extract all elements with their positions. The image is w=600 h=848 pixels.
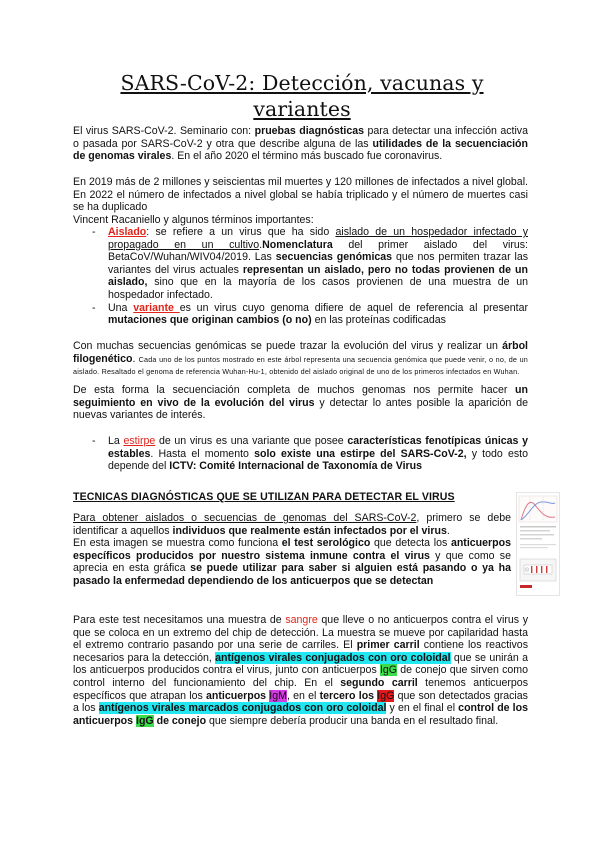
text-bold: control de los anticuerpos bbox=[73, 702, 528, 727]
terms-list bbox=[92, 226, 528, 327]
page-title: SARS-CoV-2: Detección, vacunas y variantes bbox=[120, 71, 484, 121]
text-underline: aislado de un hospedador infectado y propagado en un cultivo bbox=[108, 226, 528, 251]
highlight-cyan: antígenos virales conjugados con oro coloidal bbox=[215, 651, 451, 664]
text-underline: Para obtener aislados o secuencias de genomas del SARS-CoV-2 bbox=[73, 512, 417, 524]
text: En esta imagen se muestra como funciona bbox=[73, 537, 282, 549]
intro-paragraph-3: Vincent Racaniello y algunos términos importantes: bbox=[73, 214, 314, 226]
text: De esta forma la secuenciación completa de muchos genomas nos permite hacer bbox=[73, 384, 516, 396]
text-sangre: sangre bbox=[285, 614, 318, 626]
text-bold: ICTV: Comité Internacional de Taxonomía de Virus bbox=[169, 460, 423, 473]
text-bold: árbol filogenético bbox=[73, 340, 528, 365]
text-bold: anticuerpos bbox=[206, 689, 270, 702]
text-bold: individuos que realmente están infectados por el virus bbox=[172, 524, 447, 537]
figure-caption: Cada uno de los puntos mostrado en este árbol representa una secuencia genómica que puede venir, o no, de un aislado. Resaltado el genoma de referencia Wuhan-Hu-1, obtenido del aislado original de uno de los primeros infectados en Wuhan. bbox=[73, 354, 528, 377]
text: . bbox=[259, 238, 263, 251]
text: y detectar lo antes posible la aparición de nuevas variantes de interés. bbox=[73, 396, 528, 422]
text-bold: un seguimiento en vivo de la evolución del virus bbox=[73, 384, 528, 409]
text-bold: representan un aislado, pero no todas provienen de un aislado, bbox=[108, 263, 528, 289]
text: : se refiere a un virus que ha sido bbox=[146, 226, 336, 238]
term-estirpe: estirpe bbox=[123, 435, 156, 447]
text-bold: secuencias genómicas bbox=[275, 251, 393, 264]
text: tenemos anticuerpos específicos que atrapan los bbox=[73, 676, 528, 702]
text-bold: el test serológico bbox=[281, 537, 371, 549]
highlight-green: IgG bbox=[136, 714, 154, 727]
text: . bbox=[446, 524, 450, 537]
text: El virus SARS-CoV-2. Seminario con: bbox=[73, 125, 255, 137]
text-bold: anticuerpos específicos producidos por nuestro sistema inmune contra el virus bbox=[73, 537, 511, 562]
tecnicas-paragraph-2 bbox=[73, 537, 511, 587]
intro-paragraph-2: En 2019 más de 2 millones y seiscientas mil muertes y 120 millones de infectados a nivel global. En 2022 el número de infectados a nivel global se había triplicado y el número de muertes casi se ha duplicado bbox=[73, 176, 528, 214]
text: . En el año 2020 el término más buscado fue coronavirus. bbox=[171, 150, 443, 163]
text: es un virus cuyo genoma difiere de aquel de referencia al presentar bbox=[179, 301, 528, 314]
list-item-aislado bbox=[92, 226, 528, 302]
term-variante: variante bbox=[133, 301, 180, 314]
serological-test-figure bbox=[516, 492, 560, 596]
text: que detecta los bbox=[370, 537, 451, 549]
text: La bbox=[108, 435, 124, 447]
text: del primer aislado del virus: BetaCoV/Wuhan/WIV04/2019. Las bbox=[108, 238, 529, 264]
highlight-green: IgG bbox=[379, 664, 398, 677]
section-title: TECNICAS DIAGNÓSTICAS QUE SE UTILIZAN PARA DETECTAR EL VIRUS bbox=[73, 491, 455, 503]
text-bold: tercero los bbox=[319, 689, 378, 702]
list-item-variante bbox=[92, 302, 528, 327]
text: . Hasta el momento bbox=[150, 447, 255, 460]
text-bold: mutaciones que originan cambios (o no) bbox=[108, 314, 312, 327]
highlight-cyan: antígenos virales marcados conjugados con oro coloidal bbox=[98, 702, 387, 715]
text-bold: pruebas diagnósticas bbox=[254, 125, 365, 137]
highlight-red: IgG bbox=[377, 689, 395, 702]
text: de conejo que sirven como control interno del funcionamiento del chip. En el bbox=[73, 664, 528, 689]
text: y en el final el bbox=[386, 702, 459, 715]
text: y todo esto depende del bbox=[108, 447, 528, 473]
list-item-estirpe bbox=[92, 435, 528, 473]
text: , primero se debe identificar a aquellos bbox=[73, 512, 511, 537]
intro-paragraph-1 bbox=[73, 125, 528, 163]
text: que lleve o no anticuerpos contra el virus y que se coloca en un extremo del chip de detección. La muestra se mueve por capilaridad hasta el extremo contrario pasando por una serie de carriles. El bbox=[73, 614, 529, 652]
estirpe-list bbox=[92, 435, 528, 473]
text: que son detectados gracias a los bbox=[73, 689, 528, 715]
text-bold: primer carril bbox=[356, 639, 420, 652]
text-bold: características fenotípicas únicas y estables bbox=[108, 435, 529, 460]
text: Una bbox=[108, 301, 134, 314]
text: que se unirán a los anticuerpos producidos contra el virus, junto con anticuerpos bbox=[73, 651, 528, 677]
text: que nos permiten trazar las variantes del virus actuales bbox=[108, 251, 529, 276]
text-bold: de conejo bbox=[153, 714, 207, 727]
text: para detectar una infección activa o pasada por SARS-CoV-2 y otra que describe alguna de las bbox=[73, 125, 528, 150]
text: Con muchas secuencias genómicas se puede trazar la evolución del virus y realizar un bbox=[73, 340, 503, 352]
text-bold: utilidades de la secuenciación de genomas virales bbox=[73, 137, 528, 163]
serological-test-graphic bbox=[517, 493, 559, 595]
text: Para este test necesitamos una muestra de bbox=[73, 614, 286, 626]
text-bold: se puede utilizar para saber si alguien está pasando o ya ha pasado la enfermedad dependiendo de los anticuerpos que se detectan bbox=[73, 562, 511, 587]
text-bold: segundo carril bbox=[340, 676, 418, 689]
text: contiene los reactivos necesarios para la detección, bbox=[73, 639, 528, 664]
tree-paragraph-1 bbox=[73, 340, 528, 378]
text-bold: solo existe una estirpe del SARS-CoV-2, bbox=[254, 447, 467, 460]
text: que siempre debería producir una banda en el resultado final. bbox=[206, 714, 499, 727]
text: , en el bbox=[286, 689, 320, 702]
text: sino que en la mayoría de los casos provienen de una muestra de un hospedador infectado. bbox=[108, 276, 528, 301]
text: de un virus es una variante que posee bbox=[155, 435, 348, 447]
text: y que como se aprecia en esta gráfica bbox=[73, 549, 511, 575]
test-paragraph bbox=[73, 614, 528, 727]
tree-paragraph-2 bbox=[73, 384, 528, 422]
term-aislado: Aislado bbox=[108, 226, 147, 238]
tecnicas-paragraph-1 bbox=[73, 512, 511, 537]
text: . bbox=[132, 352, 139, 365]
text: en las proteínas codificadas bbox=[311, 314, 446, 327]
text-bold: Nomenclatura bbox=[262, 238, 333, 251]
highlight-magenta: IgM bbox=[269, 689, 287, 702]
